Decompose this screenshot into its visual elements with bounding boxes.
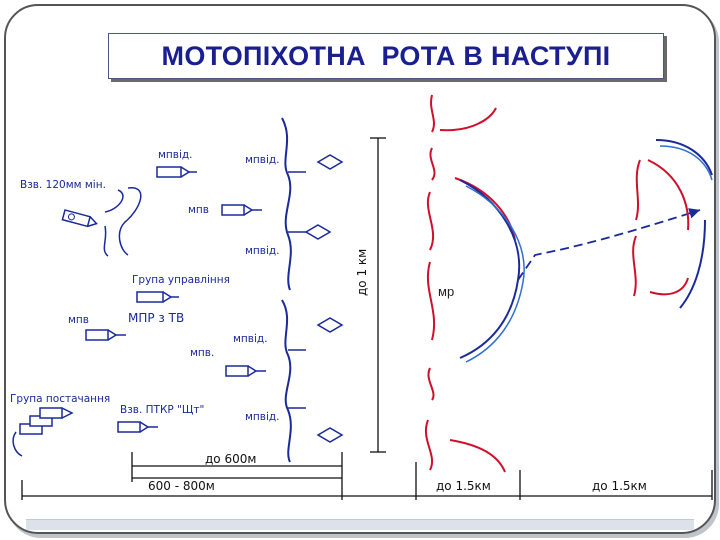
diamond-icon (318, 155, 342, 169)
command-group (128, 274, 230, 325)
rear-mp-squad (157, 149, 197, 177)
command-group-label: Група управління (132, 274, 230, 286)
ifv-icon (222, 205, 262, 215)
depth-dimension (355, 138, 386, 452)
dist-600-800-label: 600 - 800м (148, 479, 215, 493)
supply-group-label: Група постачання (10, 393, 111, 405)
depth-1km-label: до 1 км (355, 248, 369, 296)
ifv-icon (86, 330, 126, 340)
front-squad-2-label: мпвід. (245, 245, 280, 257)
rear-mpv-3 (190, 347, 266, 376)
dist-15-b-label: до 1.5км (592, 479, 647, 493)
rear-mpv-2-label: мпв (68, 314, 89, 326)
mr-label: мр (438, 284, 455, 299)
diamond-icon (306, 225, 330, 239)
supply-group (10, 393, 110, 456)
atgm-vehicle-icon (118, 422, 158, 432)
atgm-platoon-label: Взв. ПТКР "Щт" (120, 404, 205, 416)
enemy-first-line (426, 95, 515, 472)
ifv-icon (226, 366, 266, 376)
rear-mpv-3-label: мпв. (190, 347, 215, 359)
front-squad-4-label: мпвід. (245, 411, 280, 423)
front-squad-3-label: мпвід. (233, 333, 268, 345)
front-line (233, 118, 306, 462)
dist-15-a-label: до 1.5км (436, 479, 491, 493)
slide-title: МОТОПІХОТНА РОТА В НАСТУПІ (161, 40, 611, 71)
atgm-platoon (118, 404, 204, 432)
mortar-platoon (20, 179, 141, 256)
distance-scale (22, 452, 712, 500)
front-squad-1-label: мпвід. (245, 154, 280, 166)
mortar-platoon-label: Взв. 120мм мін. (20, 179, 106, 191)
enemy-second-line (633, 140, 712, 308)
rear-mpv-1-label: мпв (188, 204, 209, 216)
attack-arcs (460, 180, 700, 362)
dist-600-label: до 600м (205, 452, 257, 466)
vehicle-diamonds (306, 155, 342, 442)
rear-mpv-1 (188, 204, 262, 216)
command-vehicle-icon (137, 292, 179, 302)
diamond-icon (318, 318, 342, 332)
rear-mp-squad-label: мпвід. (158, 149, 193, 161)
diamond-icon (318, 428, 342, 442)
mpr-tv-label: МПР з ТВ (128, 311, 185, 325)
rear-mpv-2 (68, 314, 126, 340)
squad-vehicle-icon (157, 167, 197, 177)
supply-vehicles-icon (13, 408, 72, 456)
mortar-vehicle-icon (62, 210, 97, 228)
